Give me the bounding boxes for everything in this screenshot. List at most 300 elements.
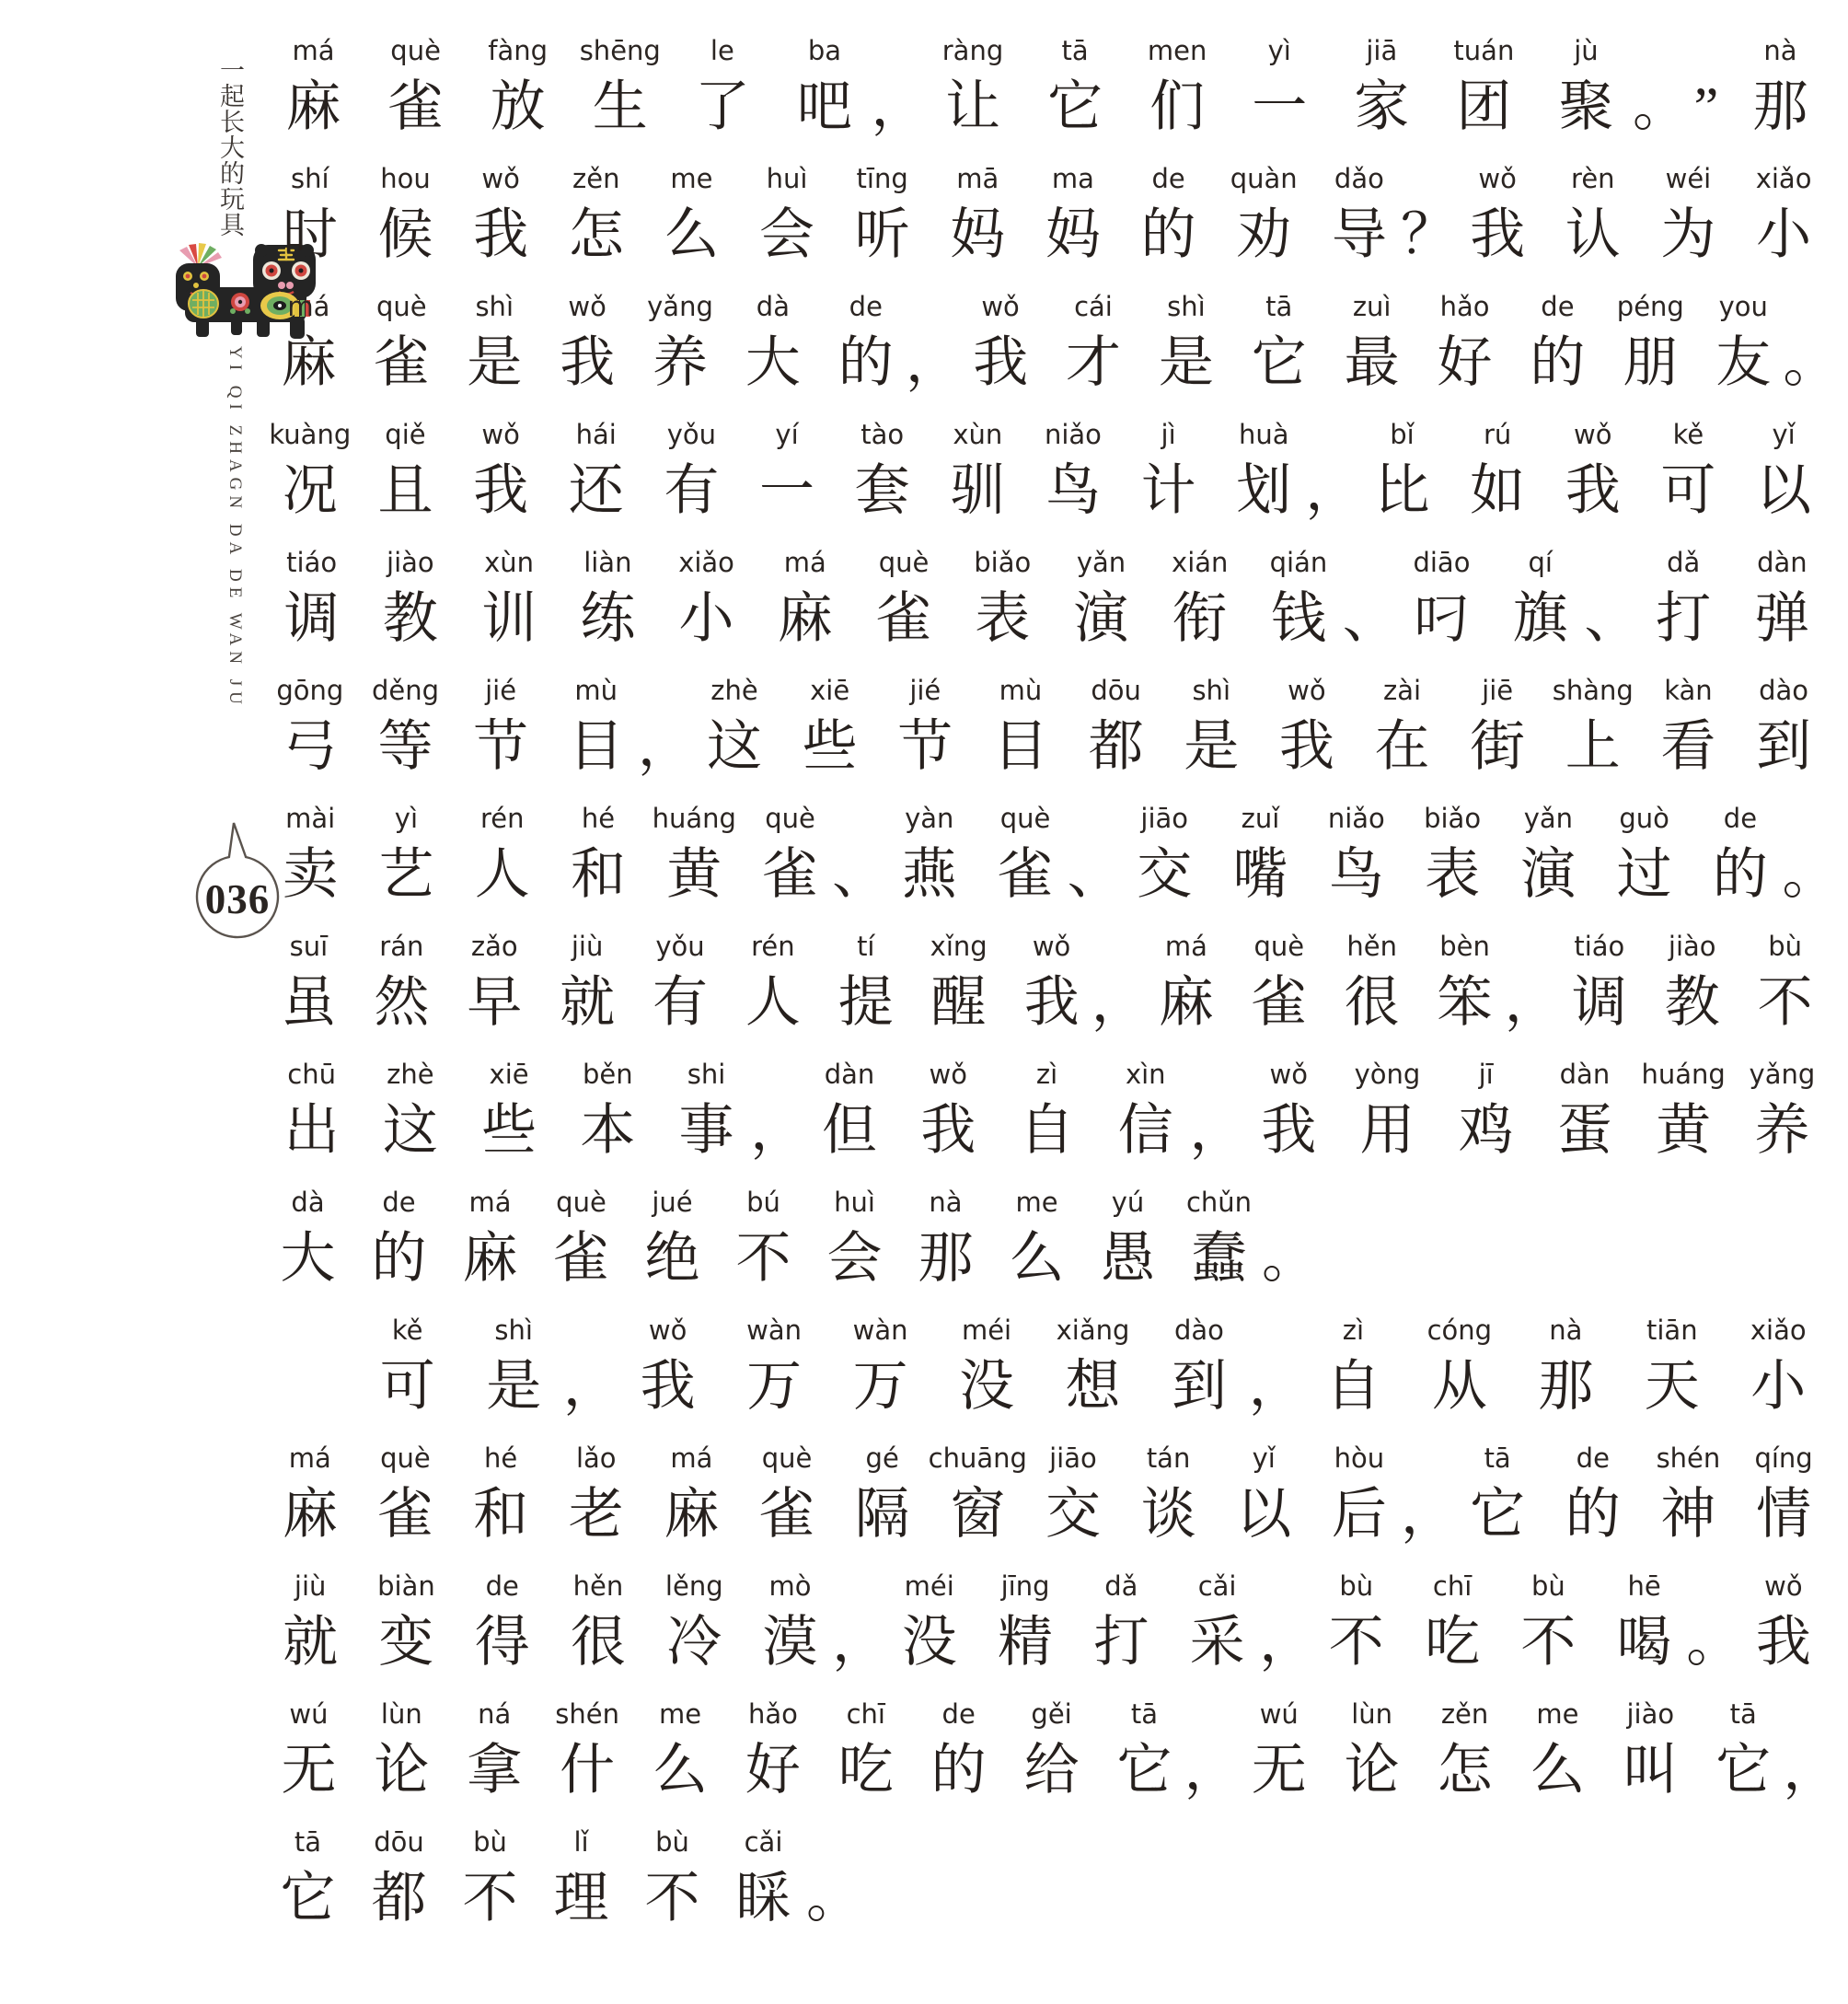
text-line <box>262 161 1831 277</box>
char-cell <box>1450 1441 1545 1557</box>
char-cell <box>1311 161 1407 277</box>
char-cell <box>467 33 569 149</box>
char-cell <box>1025 417 1121 533</box>
hanzi-character: ， <box>750 1100 806 1161</box>
pinyin-annotation: ràng <box>941 35 1004 66</box>
pinyin-annotation: yú <box>1111 1187 1145 1218</box>
char-cell <box>1232 1697 1325 1813</box>
hanzi-character: 友 <box>1715 332 1772 393</box>
char-cell <box>877 673 973 789</box>
hanzi-character: 它 <box>1047 76 1103 137</box>
char-cell <box>1450 161 1545 277</box>
hanzi-character: 雀 <box>553 1228 609 1289</box>
punctuation-cell <box>1782 801 1838 917</box>
char-cell <box>549 673 644 789</box>
pinyin-annotation: jiào <box>1668 931 1716 962</box>
char-cell <box>1404 801 1500 917</box>
pinyin-annotation: liàn <box>583 547 632 578</box>
pinyin-annotation: rán <box>379 931 424 962</box>
text-line <box>262 545 1831 661</box>
pinyin-annotation: méi <box>904 1570 954 1602</box>
pinyin-annotation: jié <box>485 675 517 706</box>
char-cell <box>1641 161 1737 277</box>
char-cell <box>835 1441 930 1557</box>
pinyin-annotation: tā <box>1484 1442 1511 1474</box>
pinyin-annotation: ba <box>807 35 842 66</box>
hanzi-character: 打 <box>1656 588 1712 649</box>
pinyin-annotation: xìn <box>1125 1059 1166 1090</box>
pinyin-annotation: hěn <box>572 1570 624 1602</box>
hanzi-character: 打 <box>1093 1612 1149 1673</box>
char-cell <box>262 1441 358 1557</box>
hanzi-character: 理 <box>553 1868 609 1929</box>
pinyin-annotation: què <box>765 803 815 834</box>
hanzi-character: 它 <box>1251 332 1307 393</box>
hanzi-character: 蛋 <box>1556 1100 1612 1161</box>
char-cell <box>1025 161 1121 277</box>
pinyin-annotation: zuǐ <box>1241 803 1280 834</box>
char-cell <box>882 1569 977 1685</box>
pinyin-annotation: má <box>783 547 826 578</box>
hanzi-character: 鸟 <box>1328 844 1384 905</box>
pinyin-annotation: yì <box>394 803 419 834</box>
hanzi-character: 冷 <box>666 1612 722 1673</box>
hanzi-character: 谈 <box>1140 1484 1196 1545</box>
hanzi-character: 不 <box>644 1868 700 1929</box>
char-cell <box>1641 417 1737 533</box>
char-cell <box>718 1185 809 1301</box>
hanzi-character: 得 <box>474 1612 530 1673</box>
char-cell <box>773 33 875 149</box>
text-line <box>262 1185 1831 1301</box>
hanzi-character: 麻 <box>285 76 341 137</box>
char-cell <box>550 801 646 917</box>
hanzi-character: 我 <box>973 332 1029 393</box>
char-cell <box>835 417 930 533</box>
text-line <box>262 289 1839 405</box>
pinyin-annotation: hǎo <box>747 1698 798 1730</box>
hanzi-character: 然 <box>374 972 430 1033</box>
char-cell <box>1634 545 1733 661</box>
hanzi-character: 麻 <box>1158 972 1214 1033</box>
char-cell <box>1500 1569 1596 1685</box>
pinyin-annotation: dào <box>1174 1315 1224 1346</box>
hanzi-character: 我 <box>920 1100 976 1161</box>
pinyin-annotation: yǒu <box>655 931 705 962</box>
pinyin-annotation: jù <box>1574 35 1599 66</box>
char-cell <box>1392 545 1491 661</box>
hanzi-character: 比 <box>1374 460 1430 521</box>
char-cell <box>900 1185 991 1301</box>
pinyin-annotation: xiǎng <box>1056 1315 1130 1346</box>
char-cell <box>355 929 448 1045</box>
char-cell <box>1491 545 1589 661</box>
hanzi-character: 表 <box>975 588 1031 649</box>
hanzi-character: ， <box>562 1356 618 1417</box>
pinyin-annotation: wǒ <box>1478 163 1517 194</box>
pinyin-annotation: zì <box>1035 1059 1058 1090</box>
char-cell <box>1232 929 1325 1045</box>
pinyin-annotation: shi <box>687 1059 726 1090</box>
char-cell <box>1163 673 1259 789</box>
pinyin-annotation: yì <box>1267 35 1291 66</box>
hanzi-character: 计 <box>1140 460 1196 521</box>
char-cell <box>991 1185 1082 1301</box>
hanzi-character: 雀 <box>998 844 1054 905</box>
hanzi-character: 家 <box>1354 76 1410 137</box>
pinyin-annotation: rén <box>751 931 795 962</box>
pinyin-annotation: yǎng <box>647 291 713 322</box>
hanzi-character: ， <box>871 76 927 137</box>
char-cell <box>455 801 550 917</box>
hanzi-character: 以 <box>1756 460 1812 521</box>
text-line <box>262 417 1831 533</box>
pinyin-annotation: xiē <box>810 675 850 706</box>
pinyin-annotation: chǔn <box>1185 1187 1253 1218</box>
hanzi-character: 麻 <box>462 1228 518 1289</box>
hanzi-character: 无 <box>1251 1740 1307 1801</box>
char-cell <box>1733 1057 1831 1173</box>
pinyin-annotation: gōng <box>276 675 344 706</box>
hanzi-character: 些 <box>481 1100 537 1161</box>
pinyin-annotation: hái <box>575 419 617 450</box>
hanzi-character: 弓 <box>282 716 338 777</box>
hanzi-character: 漠 <box>762 1612 818 1673</box>
hanzi-character: 就 <box>560 972 616 1033</box>
hanzi-character: 吃 <box>837 1740 894 1801</box>
pinyin-annotation: you <box>1718 291 1768 322</box>
char-cell <box>756 545 854 661</box>
char-cell <box>1232 289 1325 405</box>
hanzi-character: 训 <box>481 588 537 649</box>
hanzi-character: 不 <box>462 1868 518 1929</box>
char-cell <box>1116 801 1212 917</box>
hanzi-character: 到 <box>1171 1356 1227 1417</box>
pinyin-annotation: me <box>1015 1187 1058 1218</box>
char-cell <box>1259 673 1355 789</box>
char-cell <box>973 673 1068 789</box>
pinyin-annotation: bú <box>746 1187 780 1218</box>
char-cell <box>827 1313 933 1429</box>
punctuation-cell <box>1783 1697 1839 1813</box>
pinyin-annotation: de <box>382 1187 416 1218</box>
char-cell <box>819 289 912 405</box>
char-cell <box>1406 1313 1512 1429</box>
char-cell <box>358 417 454 533</box>
char-cell <box>1126 33 1229 149</box>
char-cell <box>353 1185 445 1301</box>
pinyin-annotation: má <box>468 1187 512 1218</box>
hanzi-character: 等 <box>377 716 433 777</box>
char-cell <box>1433 33 1535 149</box>
hanzi-character: 不 <box>1328 1612 1384 1673</box>
char-cell <box>1634 1057 1733 1173</box>
pinyin-annotation: yǎn <box>1523 803 1574 834</box>
hanzi-character: 麻 <box>282 1484 338 1545</box>
text-line <box>262 1441 1831 1557</box>
pinyin-annotation: què <box>878 547 930 578</box>
pinyin-annotation: bù <box>473 1826 507 1858</box>
char-cell <box>541 929 634 1045</box>
char-cell <box>1355 417 1450 533</box>
pinyin-annotation: hou <box>380 163 431 194</box>
hanzi-character: 聚 <box>1558 76 1614 137</box>
pinyin-annotation: tā <box>1061 35 1089 66</box>
char-cell <box>262 1185 353 1301</box>
pinyin-annotation: dǎ <box>1104 1570 1138 1602</box>
char-cell <box>954 289 1047 405</box>
punctuation-cell <box>1067 801 1123 917</box>
char-cell <box>854 545 953 661</box>
hanzi-character: 和 <box>570 844 626 905</box>
hanzi-character: 我 <box>1261 1100 1317 1161</box>
hanzi-character: ， <box>1189 1100 1245 1161</box>
pinyin-annotation: jī <box>1478 1059 1494 1090</box>
char-cell <box>459 545 558 661</box>
pinyin-annotation: niǎo <box>1327 803 1385 834</box>
hanzi-character: 么 <box>664 204 720 265</box>
hanzi-character: 和 <box>473 1484 529 1545</box>
char-cell <box>1604 289 1697 405</box>
hanzi-character: 团 <box>1456 76 1512 137</box>
pinyin-annotation: de <box>941 1698 976 1730</box>
pinyin-annotation: mù <box>999 675 1043 706</box>
char-cell <box>1726 1313 1831 1429</box>
hanzi-character: 可 <box>379 1356 435 1417</box>
hanzi-character: 鸡 <box>1458 1100 1514 1161</box>
hanzi-character: 钱 <box>1270 588 1326 649</box>
hanzi-character: 放 <box>490 76 546 137</box>
pinyin-annotation: wǒ <box>1269 1059 1308 1090</box>
pinyin-annotation: gé <box>865 1442 899 1474</box>
char-cell <box>448 1697 541 1813</box>
hanzi-character: 雀 <box>759 1484 815 1545</box>
char-cell <box>262 289 355 405</box>
pinyin-annotation: děng <box>371 675 439 706</box>
hanzi-character: 麻 <box>664 1484 720 1545</box>
pinyin-annotation: hěn <box>1346 931 1397 962</box>
pinyin-annotation: rèn <box>1571 163 1615 194</box>
char-cell <box>899 1057 998 1173</box>
pinyin-annotation: jì <box>1161 419 1176 450</box>
hanzi-character: 小 <box>678 588 734 649</box>
char-cell <box>627 1824 718 1940</box>
hanzi-character: 我 <box>1565 460 1621 521</box>
hanzi-character: 。 <box>1783 332 1839 393</box>
hanzi-character: 最 <box>1344 332 1400 393</box>
pinyin-annotation: zì <box>1342 1315 1365 1346</box>
char-cell <box>1216 417 1311 533</box>
pinyin-annotation: qí <box>1528 547 1553 578</box>
char-cell <box>1121 161 1217 277</box>
pinyin-annotation: le <box>710 35 734 66</box>
punctuation-cell <box>1504 929 1560 1045</box>
char-cell <box>262 1057 361 1173</box>
hanzi-character: 怎 <box>568 204 624 265</box>
punctuation-cell <box>1633 33 1688 149</box>
char-cell <box>262 33 364 149</box>
punctuation-cell <box>1259 1569 1315 1685</box>
hanzi-character: 情 <box>1756 1484 1812 1545</box>
pinyin-annotation: qián <box>1269 547 1328 578</box>
hanzi-character: 雀 <box>876 588 932 649</box>
char-cell <box>1325 289 1418 405</box>
hanzi-character: 如 <box>1470 460 1526 521</box>
char-cell <box>1325 1697 1418 1813</box>
pinyin-annotation: dōu <box>1091 675 1141 706</box>
char-cell <box>262 801 358 917</box>
pinyin-annotation: shì <box>1192 675 1230 706</box>
char-cell <box>1437 1057 1535 1173</box>
hanzi-character: 麻 <box>777 588 833 649</box>
punctuation-cell <box>1401 161 1457 277</box>
pinyin-annotation: jiào <box>1626 1698 1675 1730</box>
char-cell <box>726 929 819 1045</box>
char-cell <box>977 1569 1073 1685</box>
char-cell <box>445 1185 536 1301</box>
pinyin-annotation: xiǎo <box>1755 163 1812 194</box>
char-cell <box>1500 801 1596 917</box>
char-cell <box>1338 1057 1437 1173</box>
pinyin-annotation: cǎi <box>744 1826 783 1858</box>
hanzi-character: 演 <box>1520 844 1577 905</box>
hanzi-character: 很 <box>1344 972 1400 1033</box>
pinyin-annotation: me <box>658 1698 702 1730</box>
char-cell <box>361 1057 459 1173</box>
char-cell <box>930 417 1025 533</box>
pinyin-annotation: bù <box>655 1826 689 1858</box>
pinyin-annotation: tào <box>860 419 905 450</box>
hanzi-character: 且 <box>377 460 433 521</box>
hanzi-character: 我 <box>1023 972 1080 1033</box>
hanzi-character: 旗 <box>1512 588 1568 649</box>
char-cell <box>1736 673 1831 789</box>
book-title-latin-vertical: YI QI ZHAGN DA DE WAN JU <box>225 346 245 710</box>
char-cell <box>800 1057 898 1173</box>
hanzi-character: 们 <box>1149 76 1206 137</box>
hanzi-character: 会 <box>759 204 815 265</box>
pinyin-annotation: fàng <box>488 35 549 66</box>
char-cell <box>1052 545 1150 661</box>
char-cell <box>1082 1185 1173 1301</box>
char-cell <box>1545 1441 1641 1557</box>
char-cell <box>646 1569 742 1685</box>
hanzi-character: 我 <box>640 1356 696 1417</box>
text-line <box>262 673 1831 789</box>
char-cell <box>644 161 740 277</box>
char-cell <box>1311 1441 1407 1557</box>
pinyin-annotation: shén <box>1656 1442 1721 1474</box>
pinyin-annotation: xiǎo <box>1750 1315 1807 1346</box>
pinyin-annotation: què <box>1253 931 1305 962</box>
pinyin-annotation: cǎi <box>1197 1570 1237 1602</box>
pinyin-annotation: me <box>1536 1698 1579 1730</box>
pinyin-annotation: mò <box>768 1570 812 1602</box>
char-cell <box>1229 33 1331 149</box>
hanzi-character: 表 <box>1425 844 1481 905</box>
char-cell <box>1535 33 1637 149</box>
char-cell <box>721 1313 826 1429</box>
hanzi-character: 的 <box>1530 332 1586 393</box>
hanzi-character: 让 <box>944 76 1000 137</box>
hanzi-character: ， <box>637 716 693 777</box>
book-title-vertical: 一起长大的玩具 <box>216 57 244 237</box>
char-cell <box>453 161 549 277</box>
pinyin-annotation: xùn <box>953 419 1003 450</box>
pinyin-annotation: yǎng <box>1749 1059 1816 1090</box>
hanzi-character: ， <box>905 332 961 393</box>
char-cell <box>657 545 756 661</box>
hanzi-character: 它 <box>1470 1484 1526 1545</box>
punctuation-cell <box>1189 1057 1245 1173</box>
hanzi-character: 些 <box>802 716 858 777</box>
pinyin-annotation: bèn <box>1439 931 1490 962</box>
pinyin-annotation: què <box>380 1442 431 1474</box>
hanzi-character: 的 <box>930 1740 987 1801</box>
hanzi-character: 练 <box>580 588 636 649</box>
hanzi-character: 目 <box>992 716 1048 777</box>
hanzi-character: 才 <box>1065 332 1121 393</box>
char-cell <box>657 1057 756 1173</box>
hanzi-character: 教 <box>382 588 438 649</box>
char-cell <box>1139 289 1232 405</box>
pinyin-annotation: wú <box>1259 1698 1299 1730</box>
text-line <box>354 1313 1831 1429</box>
pinyin-annotation: tā <box>1265 291 1293 322</box>
char-cell <box>1697 289 1790 405</box>
char-cell <box>1736 1441 1831 1557</box>
hanzi-character: ， <box>1184 1740 1240 1801</box>
hanzi-character: ” <box>1693 76 1719 137</box>
char-cell <box>953 545 1052 661</box>
pinyin-annotation: wǒ <box>1288 675 1326 706</box>
hanzi-character: 精 <box>998 1612 1054 1673</box>
char-cell <box>1212 801 1308 917</box>
pinyin-annotation: jiào <box>387 547 434 578</box>
punctuation-cell <box>806 1824 861 1940</box>
pinyin-annotation: mù <box>574 675 618 706</box>
hanzi-character: 从 <box>1431 1356 1487 1417</box>
pinyin-annotation: má <box>670 1442 713 1474</box>
pinyin-annotation: chū <box>287 1059 336 1090</box>
hanzi-character: 绝 <box>644 1228 700 1289</box>
pinyin-annotation: de <box>1151 163 1185 194</box>
text-line <box>262 33 1831 149</box>
char-cell <box>1173 1185 1265 1301</box>
punctuation-cell <box>562 1313 618 1429</box>
char-cell <box>536 1185 627 1301</box>
hanzi-character: 的 <box>1565 1484 1621 1545</box>
char-cell <box>364 33 467 149</box>
char-cell <box>262 929 355 1045</box>
char-cell <box>933 1313 1039 1429</box>
hanzi-character: 好 <box>1437 332 1493 393</box>
punctuation-cell <box>905 289 961 405</box>
pinyin-annotation: què <box>999 803 1051 834</box>
char-cell <box>1729 33 1831 149</box>
hanzi-character: 交 <box>1137 844 1193 905</box>
pinyin-annotation: kuàng <box>269 419 352 450</box>
pinyin-annotation: shì <box>475 291 514 322</box>
hanzi-character: 还 <box>568 460 624 521</box>
char-cell <box>718 1824 809 1940</box>
punctuation-cell <box>1683 33 1729 149</box>
pinyin-annotation: què <box>761 1442 813 1474</box>
hanzi-character: 驯 <box>950 460 1006 521</box>
hanzi-character: 生 <box>592 76 648 137</box>
char-cell <box>1047 289 1140 405</box>
char-cell <box>549 1441 644 1557</box>
